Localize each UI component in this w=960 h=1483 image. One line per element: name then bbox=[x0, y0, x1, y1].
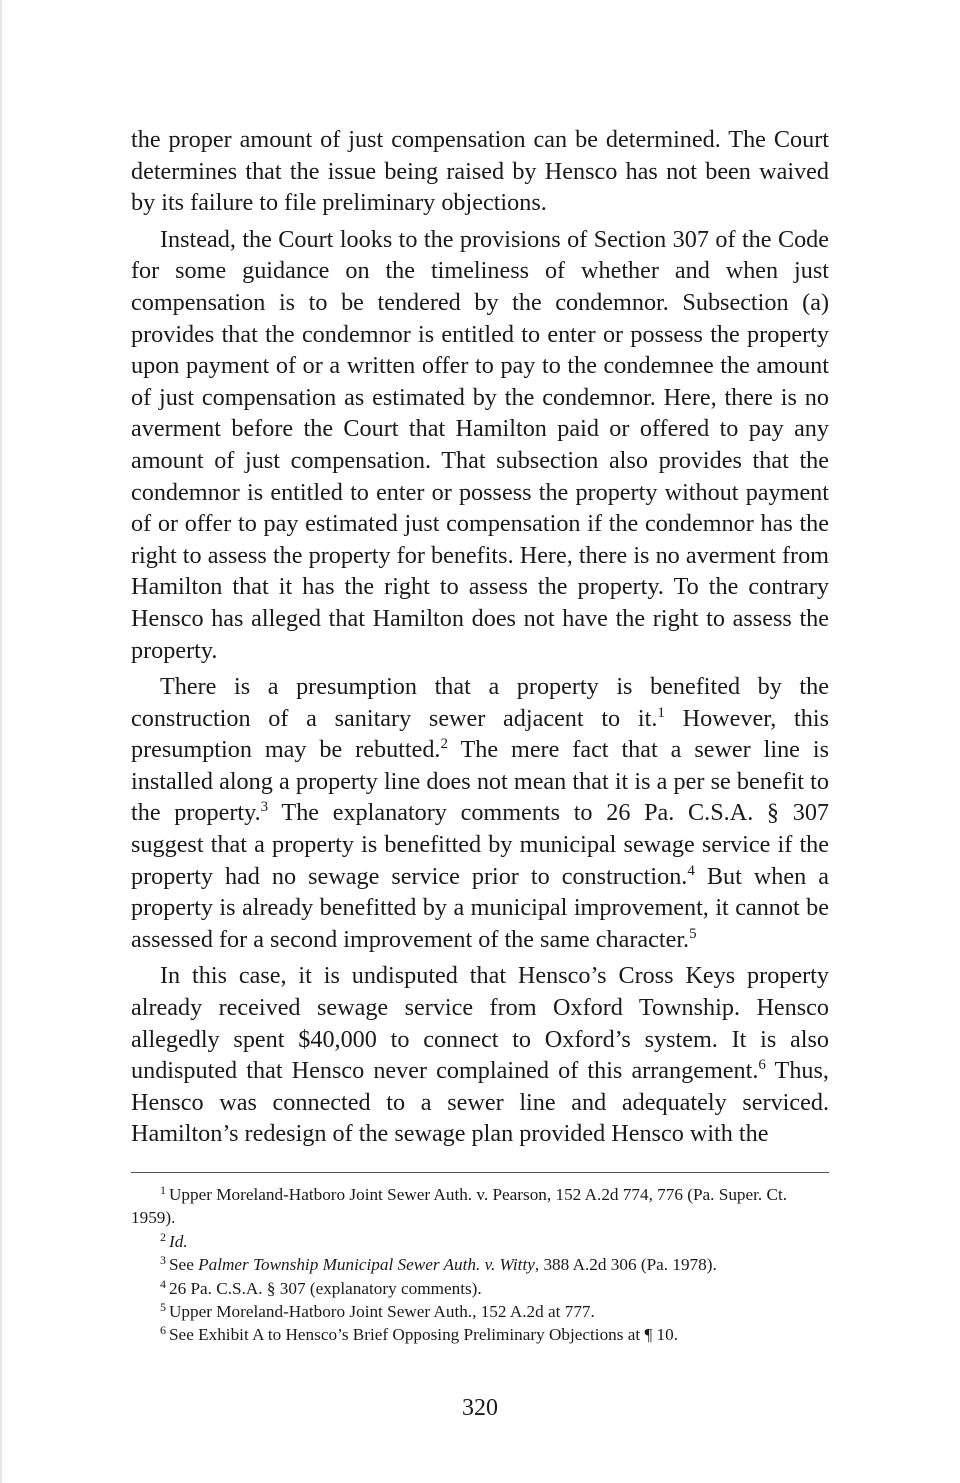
paragraph-4-text: In this case, it is undisputed that Hensco’s Cross Keys property already received sewage service from Oxford Township. Hensco allegedly spent $40,000 to connect to Oxford’s system. It is also undisputed that Hensco never complained of this arrangement. bbox=[131, 962, 829, 1085]
paragraph-1: the proper amount of just compensation can be determined. The Court determines that the issue being raised by Hensco has not been waived by its failure to file preliminary objections. bbox=[131, 126, 829, 217]
footnote-ref-4[interactable]: 4 bbox=[687, 862, 695, 879]
paragraph-3-text: However, this presumption may be rebutted. bbox=[131, 704, 829, 764]
footnote-text: Upper Moreland-Hatboro Joint Sewer Auth. v. Pearson, 152 A.2d 774, 776 (Pa. Super. Ct. 1959). bbox=[131, 1185, 788, 1228]
paragraph-3-text: But when a property is already benefitted by a municipal improvement, it cannot be assessed for a second improvement of the same character. bbox=[131, 862, 829, 953]
footnote-number: 1 bbox=[160, 1183, 166, 1197]
footnote-3 bbox=[131, 1253, 829, 1276]
footnote-ref-1[interactable]: 1 bbox=[657, 704, 665, 721]
footnote-1 bbox=[131, 1183, 829, 1230]
footnote-4 bbox=[131, 1277, 829, 1300]
paragraph-4-text: Thus, Hensco was connected to a sewer line and adequately serviced. Hamilton’s redesign of the sewage plan provided Hensco with the bbox=[131, 1057, 829, 1148]
footnote-text: 26 Pa. C.S.A. § 307 (explanatory comments). bbox=[169, 1278, 482, 1298]
footnotes bbox=[131, 1183, 829, 1347]
footnote-text: Upper Moreland-Hatboro Joint Sewer Auth., 152 A.2d at 777. bbox=[169, 1302, 595, 1322]
page-edge bbox=[0, 0, 2, 1483]
paragraph-3-text: There is a presumption that a property is benefited by the construction of a sanitary sewer adjacent to it. bbox=[131, 673, 829, 732]
footnote-5 bbox=[131, 1300, 829, 1323]
paragraph-3 bbox=[131, 671, 829, 955]
footnote-2 bbox=[131, 1230, 829, 1253]
paragraph-3-text: The mere fact that a sewer line is installed along a property line does not mean that it is a per se benefit to the property. bbox=[131, 736, 829, 827]
footnote-ref-5[interactable]: 5 bbox=[689, 925, 697, 942]
footnote-divider bbox=[131, 1172, 829, 1173]
body-text bbox=[131, 124, 829, 1150]
footnote-number: 5 bbox=[160, 1300, 166, 1315]
footnote-text: See bbox=[169, 1255, 199, 1275]
footnote-number: 3 bbox=[160, 1253, 166, 1268]
page-number: 320 bbox=[462, 1395, 498, 1421]
footnote-ref-2[interactable]: 2 bbox=[440, 736, 448, 753]
footnote-ref-6[interactable]: 6 bbox=[758, 1057, 766, 1074]
paragraph-3-text: The explanatory comments to 26 Pa. C.S.A. § 307 suggest that a property is benefitted by municipal sewage service if the property had no sewage service prior to construction. bbox=[131, 799, 830, 890]
footnote-number: 6 bbox=[160, 1323, 166, 1338]
footnote-6 bbox=[131, 1323, 829, 1346]
footnote-text: See Exhibit A to Hensco’s Brief Opposing Preliminary Objections at ¶ 10. bbox=[169, 1325, 679, 1345]
footnote-ref-3[interactable]: 3 bbox=[260, 799, 269, 816]
footnote-case-name: Palmer Township Municipal Sewer Auth. v. Witty bbox=[198, 1255, 535, 1275]
footnote-text: , 388 A.2d 306 (Pa. 1978). bbox=[534, 1255, 717, 1275]
footnote-text: Id. bbox=[169, 1231, 188, 1251]
paragraph-4 bbox=[131, 960, 829, 1150]
footnote-number: 2 bbox=[160, 1229, 166, 1244]
footnote-number: 4 bbox=[160, 1276, 166, 1291]
paragraph-2: Instead, the Court looks to the provisions of Section 307 of the Code for some guidance on the timeliness of whether and when just compensation is to be tendered by the condemnor. Subsection (a) provides that the condemnor is entitled to enter or possess the property upon payment of or a written offer to pay to the condemnee the amount of just compensation as estimated by the condemnor. Here, there is no averment before the Court that Hamilton paid or offered to pay any amount of just compensation. That subsection also provides that the condemnor is entitled to enter or possess the property without payment of or offer to pay estimated just compensation if the condemnor has the right to assess the property for benefits. Here, there is no averment from Hamilton that it has the right to assess the property. To the contrary Hensco has alleged that Hamilton does not have the right to assess the property. bbox=[131, 225, 829, 664]
